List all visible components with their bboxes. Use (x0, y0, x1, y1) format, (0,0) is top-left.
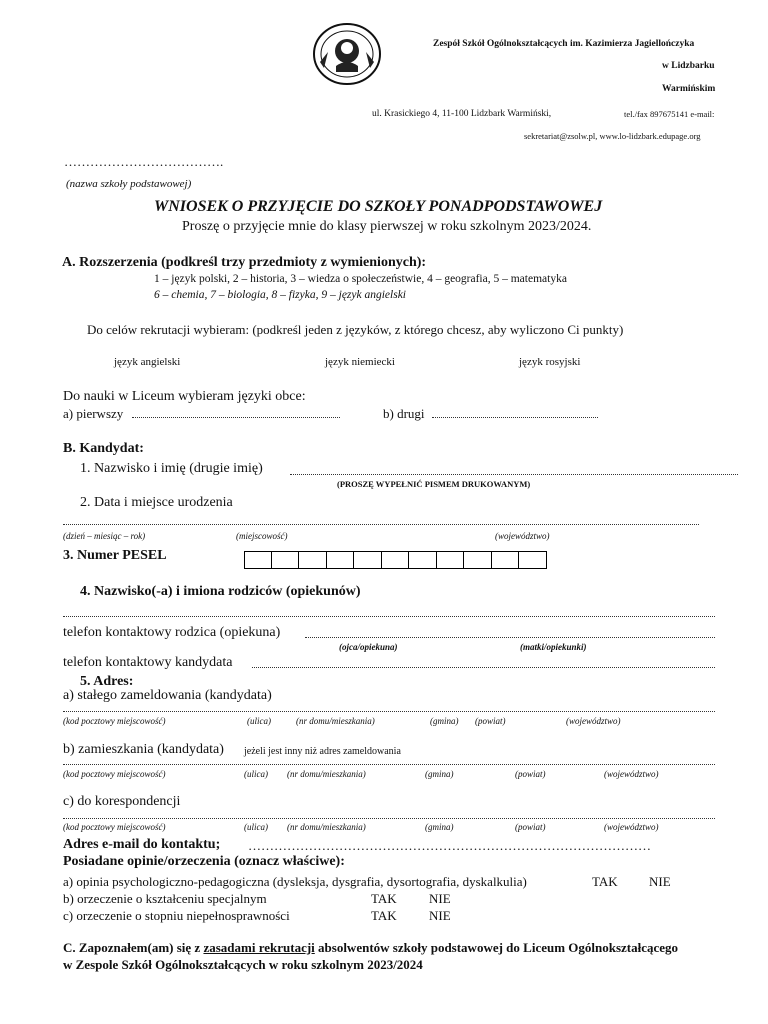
opinion-psych-yes[interactable]: TAK (592, 874, 618, 889)
school-logo (306, 22, 388, 86)
section-c-suffix: absolwentów szkoły podstawowej do Liceum Ogólnokształcącego (314, 940, 679, 955)
parents-field[interactable] (63, 616, 715, 617)
pesel-digit-box[interactable] (437, 551, 465, 569)
address-b-caption-postal: (kod pocztowy miejscowość) (63, 769, 166, 779)
pesel-digit-box[interactable] (492, 551, 520, 569)
address-c-caption-voivodeship: (województwo) (604, 822, 659, 832)
opinion-psych-label: a) opinia psychologiczno-pedagogiczna (dysleksja, dysgrafia, dysortografia, dyskalkulia) (63, 874, 527, 889)
address-c-caption-commune: (gmina) (425, 822, 454, 832)
address-a-caption-commune: (gmina) (430, 716, 459, 726)
email-field[interactable]: ………………………………………………………………………………… (248, 838, 651, 853)
first-language-field[interactable] (132, 417, 340, 418)
opinions-heading: Posiadane opinie/orzeczenia (oznacz właściwe): (63, 854, 345, 869)
address-a-caption-house: (nr domu/mieszkania) (296, 716, 375, 726)
address-b-caption-street: (ulica) (244, 769, 268, 779)
section-b-heading: B. Kandydat: (63, 441, 144, 456)
pesel-digit-box[interactable] (354, 551, 382, 569)
parent-phone-field[interactable] (305, 637, 715, 638)
candidate-phone-field[interactable] (252, 667, 715, 668)
school-phone: tel./fax 897675141 e-mail: (624, 109, 715, 119)
pesel-digit-box[interactable] (299, 551, 327, 569)
school-name: Zespół Szkół Ogólnokształcących im. Kazimierza Jagiellończyka (433, 39, 695, 49)
address-a-caption-street: (ulica) (247, 716, 271, 726)
language-option-german[interactable]: język niemiecki (325, 356, 395, 368)
name-label: 1. Nazwisko i imię (drugie imię) (80, 461, 263, 476)
address-a-label: a) stałego zameldowania (kandydata) (63, 688, 272, 703)
second-language-label: b) drugi (383, 406, 425, 421)
father-caption: (ojca/opiekuna) (339, 642, 398, 652)
extensions-line-2: 6 – chemia, 7 – biologia, 8 – fizyka, 9 – język angielski (154, 289, 406, 301)
pesel-input[interactable] (244, 551, 547, 569)
primary-school-field[interactable]: ………………………………. (64, 154, 224, 169)
address-b-caption-commune: (gmina) (425, 769, 454, 779)
opinion-disability-label: c) orzeczenie o stopniu niepełnosprawności (63, 908, 290, 923)
opinion-disability-yes[interactable]: TAK (371, 908, 397, 923)
address-c-caption-house: (nr domu/mieszkania) (287, 822, 366, 832)
pesel-digit-box[interactable] (272, 551, 300, 569)
recruitment-rules-link[interactable]: zasadami rekrutacji (203, 940, 315, 955)
print-note: (PROSZĘ WYPEŁNIĆ PISMEM DRUKOWANYM) (337, 479, 531, 489)
pesel-label: 3. Numer PESEL (63, 548, 167, 563)
pesel-digit-box[interactable] (382, 551, 410, 569)
birth-field[interactable] (63, 524, 699, 525)
birth-voivodeship-caption: (województwo) (495, 531, 550, 541)
address-a-field[interactable] (63, 711, 715, 712)
address-c-label: c) do korespondencji (63, 794, 181, 809)
candidate-phone-label: telefon kontaktowy kandydata (63, 655, 233, 670)
form-title: WNIOSEK O PRZYJĘCIE DO SZKOŁY PONADPODSTAWOWEJ (154, 198, 603, 215)
pesel-digit-box[interactable] (244, 551, 272, 569)
birth-place-caption: (miejscowość) (236, 531, 288, 541)
language-option-english[interactable]: język angielski (114, 356, 181, 368)
parent-phone-label: telefon kontaktowy rodzica (opiekuna) (63, 625, 281, 640)
address-a-caption-voivodeship: (województwo) (566, 716, 621, 726)
pesel-digit-box[interactable] (519, 551, 547, 569)
address-c-caption-postal: (kod pocztowy miejscowość) (63, 822, 166, 832)
address-c-field[interactable] (63, 818, 715, 819)
email-label: Adres e-mail do kontaktu; (63, 837, 221, 852)
address-b-caption-voivodeship: (województwo) (604, 769, 659, 779)
opinion-special-no[interactable]: NIE (429, 891, 451, 906)
section-a-heading: A. Rozszerzenia (podkreśl trzy przedmioty z wymienionych): (62, 255, 427, 270)
opinion-disability-no[interactable]: NIE (429, 908, 451, 923)
pesel-digit-box[interactable] (464, 551, 492, 569)
mother-caption: (matki/opiekunki) (520, 642, 587, 652)
address-b-caption-county: (powiat) (515, 769, 546, 779)
address-heading: 5. Adres: (80, 674, 134, 689)
city-line-1: w Lidzbarku (662, 61, 715, 71)
second-language-field[interactable] (432, 417, 598, 418)
school-email: sekretariat@zsolw.pl, www.lo-lidzbark.edupage.org (524, 131, 701, 141)
opinion-special-yes[interactable]: TAK (371, 891, 397, 906)
recruitment-language-text: Do celów rekrutacji wybieram: (podkreśl jeden z języków, z którego chcesz, aby wyliczono Ci punkty) (87, 322, 624, 337)
address-a-caption-county: (powiat) (475, 716, 506, 726)
pesel-digit-box[interactable] (409, 551, 437, 569)
first-language-label: a) pierwszy (63, 406, 124, 421)
section-c-line-2: w Zespole Szkół Ogólnokształcących w roku szkolnym 2023/2024 (63, 957, 423, 972)
section-c-line-1 (63, 940, 678, 956)
language-option-russian[interactable]: język rosyjski (519, 356, 581, 368)
name-field[interactable] (290, 474, 738, 475)
birth-date-caption: (dzień – miesiąc – rok) (63, 531, 146, 541)
extensions-line-1: 1 – język polski, 2 – historia, 3 – wiedza o społeczeństwie, 4 – geografia, 5 – matematyka (154, 273, 567, 285)
address-b-field[interactable] (63, 764, 715, 765)
address-b-caption-house: (nr domu/mieszkania) (287, 769, 366, 779)
section-c-prefix: C. Zapoznałem(am) się z (63, 940, 204, 955)
pesel-digit-box[interactable] (327, 551, 355, 569)
address-c-caption-street: (ulica) (244, 822, 268, 832)
address-b-note: jeżeli jest inny niż adres zameldowania (244, 746, 401, 757)
foreign-languages-intro: Do nauki w Liceum wybieram języki obce: (63, 389, 306, 404)
opinion-psych-no[interactable]: NIE (649, 874, 671, 889)
address-c-caption-county: (powiat) (515, 822, 546, 832)
city-line-2: Warmińskim (662, 84, 716, 94)
primary-school-label: (nazwa szkoły podstawowej) (66, 178, 192, 190)
address-a-caption-postal: (kod pocztowy miejscowość) (63, 716, 166, 726)
parents-label: 4. Nazwisko(-a) i imiona rodziców (opiekunów) (80, 584, 361, 599)
opinion-special-label: b) orzeczenie o kształceniu specjalnym (63, 891, 267, 906)
form-subtitle: Proszę o przyjęcie mnie do klasy pierwszej w roku szkolnym 2023/2024. (182, 219, 592, 234)
school-address: ul. Krasickiego 4, 11-100 Lidzbark Warmiński, (372, 109, 552, 119)
address-b-label: b) zamieszkania (kandydata) (63, 742, 224, 757)
birth-label: 2. Data i miejsce urodzenia (80, 495, 233, 510)
